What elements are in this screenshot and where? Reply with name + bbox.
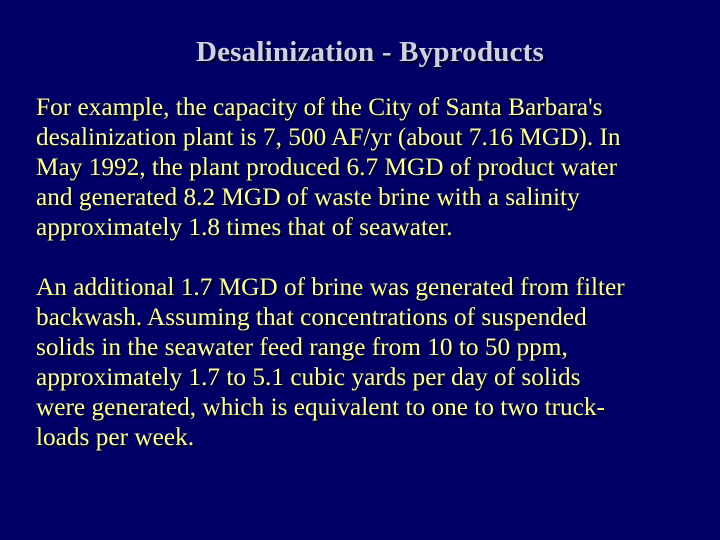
slide-body xyxy=(36,92,704,452)
text-line: approximately 1.8 times that of seawater. xyxy=(36,213,453,241)
text-line: An additional 1.7 MGD of brine was generated from filter xyxy=(36,273,625,301)
text-line: approximately 1.7 to 5.1 cubic yards per day of solids xyxy=(36,363,581,391)
text-line: solids in the seawater feed range from 10 to 50 ppm, xyxy=(36,333,568,361)
text-line: desalinization plant is 7, 500 AF/yr (about 7.16 MGD). In xyxy=(36,123,621,151)
paragraph-backwash xyxy=(36,272,704,452)
paragraph-capacity xyxy=(36,92,704,242)
text-line: were generated, which is equivalent to one to two truck- xyxy=(36,393,605,421)
text-line: backwash. Assuming that concentrations of suspended xyxy=(36,303,587,331)
text-line: loads per week. xyxy=(36,423,195,451)
text-line: May 1992, the plant produced 6.7 MGD of product water xyxy=(36,153,617,181)
slide-title: Desalinization - Byproducts xyxy=(195,36,545,68)
text-line: and generated 8.2 MGD of waste brine with a salinity xyxy=(36,183,580,211)
text-line: For example, the capacity of the City of Santa Barbara's xyxy=(36,93,603,121)
